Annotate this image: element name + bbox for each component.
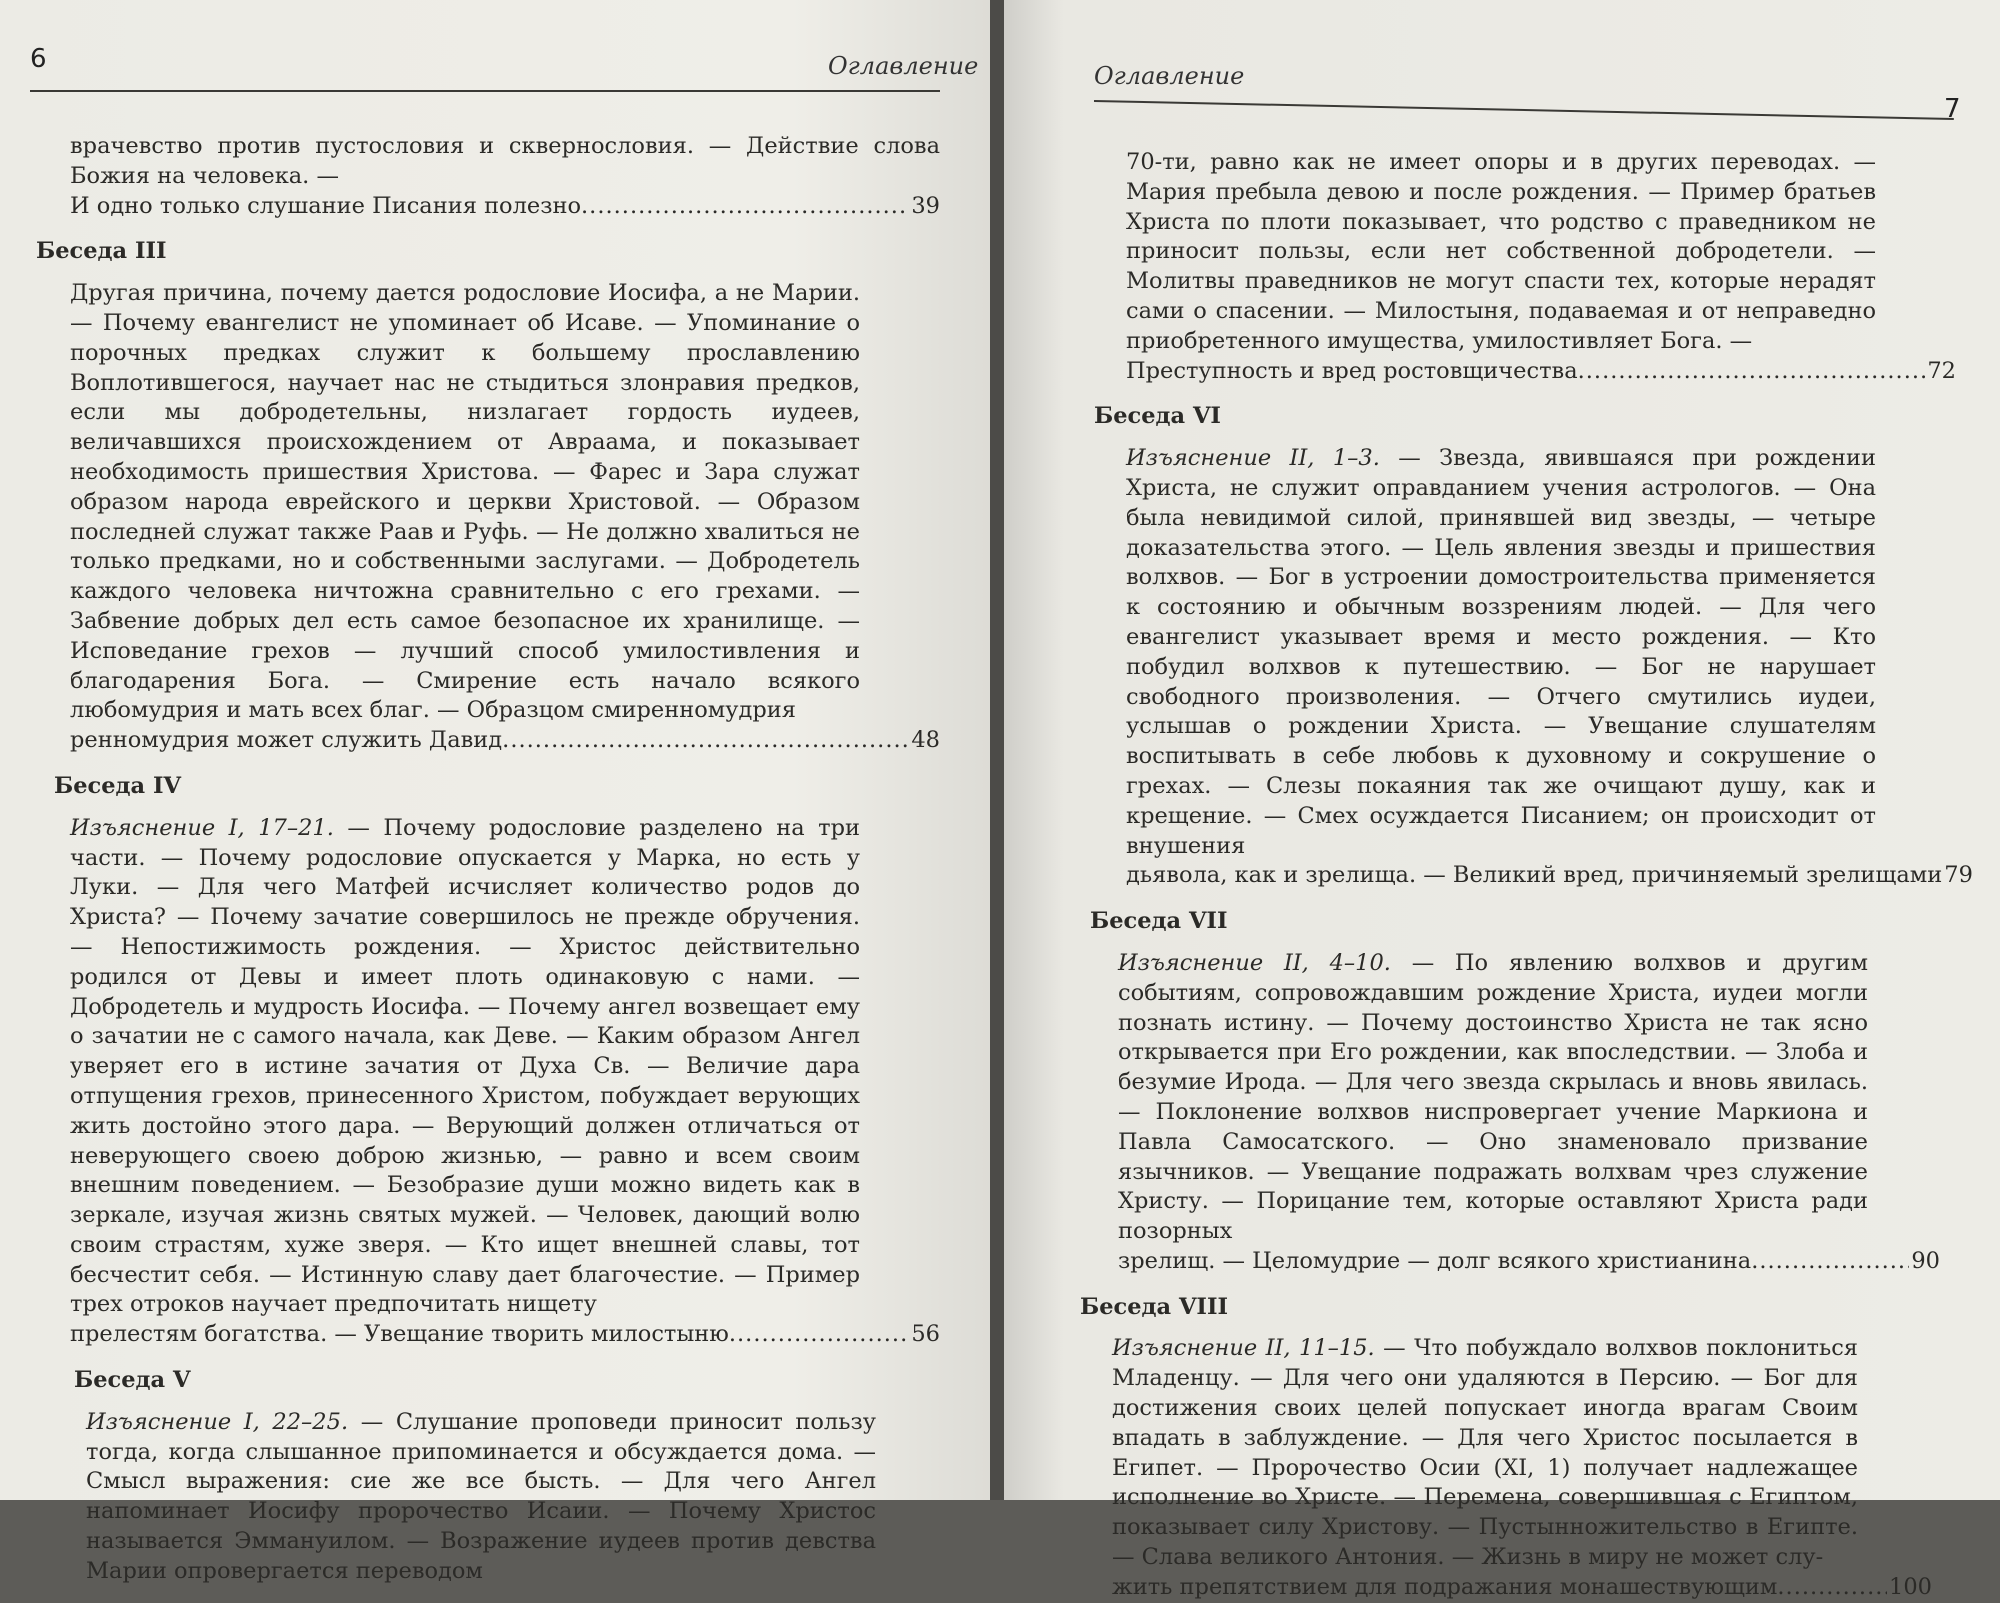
entry-description	[1118, 949, 1868, 1247]
entry-description	[1112, 1334, 1858, 1572]
section-heading: Беседа VIII	[1080, 1293, 1228, 1320]
book-spine	[990, 0, 1004, 1500]
toc-entry-continuation	[70, 132, 940, 221]
entry-last-line: зрелищ. — Целомудрие — долг всякого христианина	[1118, 1247, 1752, 1274]
page-number: 7	[1944, 94, 1961, 124]
toc-column	[1080, 148, 1973, 1603]
entry-leader-line	[70, 726, 940, 756]
verse-reference: Изъяснение II, 11–15.	[1112, 1335, 1375, 1362]
dot-leader	[729, 1320, 909, 1350]
header-rule	[1094, 100, 1954, 120]
verse-reference: Изъяснение I, 17–21.	[70, 814, 334, 841]
dot-leader	[502, 726, 909, 756]
left-page	[0, 0, 990, 1584]
section-heading: Беседа VII	[1090, 908, 1228, 935]
verse-reference: Изъяснение I, 22–25.	[86, 1408, 349, 1435]
entry-text: — Звезда, явившаяся при рождении Христа, не служит оправданием учения астрологов. — Она была невидимой силой, принявшей вид звезды, — четыре доказательства этого. — Цель явления звезды и пришествия волхвов. — Бог в устроении домостроительства применяется к состоянию и обычным воззрениям людей. — Для чего евангелист указывает время и место рождения. — Кто побудил волхвов к путешествию. — Бог не нарушает свободного произволения. — Отчего смутились иудеи, услышав о рождении Христа. — Увещание слушателям воспитывать в себе любовь к духовному и сокрушение о грехах. — Слезы покаяния так же очищают душу, как и крещение. — Смех осуждается Писанием; он происходит от внушения	[1126, 445, 1877, 859]
entry-leader-line	[70, 1320, 940, 1350]
dot-leader	[581, 192, 909, 222]
entry-last-line: жить препятствием для подражания монашествующим	[1112, 1573, 1778, 1600]
page-number: 6	[30, 44, 47, 74]
header-rule	[30, 90, 940, 92]
entry-last-line: Преступность и вред ростовщичества	[1126, 357, 1578, 384]
entry-description	[70, 814, 860, 1321]
page-ref: 39	[911, 192, 940, 219]
entry-leader-line	[1126, 357, 1956, 387]
toc-entry	[86, 1408, 876, 1587]
page-ref: 100	[1889, 1573, 1932, 1600]
entry-leader-line	[1118, 1247, 1940, 1277]
running-title: Оглавление	[1094, 62, 1245, 90]
right-page	[1004, 0, 2000, 1600]
page-ref: 48	[911, 727, 940, 754]
entry-last-line: прелестям богатства. — Увещание творить милостыню	[70, 1321, 729, 1348]
entry-text: — Что побуждало волхвов поклониться Младенцу. — Для чего они удаляются в Персию. — Бог для достижения своих целей попускает иногда врагам Своим впадать в заблуждение. — Для чего Христос посылается в Египет. — Пророчество Осии (XI, 1) получает надлежащее исполнение во Христе. — Перемена, совершившая с Египтом, показывает силу Христову. — Пустынножительство в Египте. — Слава великого Антония. — Жизнь в миру не может слу-	[1112, 1335, 1859, 1571]
toc-entry	[1112, 1334, 1858, 1572]
toc-column	[36, 132, 940, 1587]
page-ref: 79	[1944, 862, 1973, 889]
entry-text: — По явлению волхвов и другим событиям, сопровождавшим рождение Христа, иудеи могли познать истину. — Почему достоинство Христа не так ясно открывается при Его рождении, как впоследствии. — Злоба и безумие Ирода. — Для чего звезда скрылась и вновь явилась. — Поклонение волхвов ниспровергает учение Маркиона и Павла Самосатского. — Оно знаменовало призвание язычников. — Увещание подражать волхвам чрез служение Христу. — Порицание тем, которые оставляют Христа ради позорных	[1118, 949, 1868, 1245]
section-heading: Беседа V	[74, 1367, 191, 1394]
entry-leader-line	[1126, 861, 1973, 891]
page-ref: 56	[911, 1321, 940, 1348]
entry-last-line: ренномудрия может служить Давид	[70, 727, 503, 754]
toc-entry-continuation	[1126, 148, 1876, 357]
toc-entry	[70, 279, 860, 726]
dot-leader	[1777, 1573, 1887, 1603]
entry-description: 70-ти, равно как не имеет опоры и в других переводах. — Мария пребыла девою и после рождения. — Пример братьев Христа по плоти показывает, что родство с праведником не приносит пользы, если нет собственной добродетели. — Молитвы праведников не могут спасти тех, которые нерадят сами о спасении. — Милостыня, подаваемая и от неправедно приобретенного имущества, умилостивляет Бога. —	[1126, 149, 1876, 354]
verse-reference: Изъяснение II, 4–10.	[1118, 949, 1391, 976]
section-heading: Беседа III	[36, 238, 167, 265]
entry-description: Другая причина, почему дается родословие Иосифа, а не Марии. — Почему евангелист не упоминает об Исаве. — Упоминание о порочных предках служит к большему прославлению Воплотившегося, научает нас не стыдиться злонравия предков, если мы добродетельны, низлагает гордость иудеев, величавшихся происхождением от Авраама, и показывает необходимость пришествия Христова. — Фарес и Зара служат образом народа еврейского и церкви Христовой. — Образом последней служат также Раав и Руфь. — Не должно хвалиться не только предками, но и собственными заслугами. — Добродетель каждого человека ничтожна сравнительно с его грехами. — Забвение добрых дел есть самое безопасное их хранилище. — Исповедание грехов — лучший способ умилостивления и благодарения Бога. — Смирение есть начало всякого любомудрия и мать всех благ. — Образцом смиренномудрия	[70, 280, 860, 724]
entry-description	[86, 1408, 876, 1587]
toc-entry	[1126, 444, 1876, 861]
entry-last-line: И одно только слушание Писания полезно	[70, 192, 582, 219]
toc-entry	[70, 814, 860, 1321]
entry-text: — Почему родословие разделено на три части. — Почему родословие опускается у Марка, но есть у Луки. — Для чего Матфей исчисляет количество родов до Христа? — Почему зачатие совершилось не прежде обручения. — Непостижимость рождения. — Христос действительно родился от Девы и имеет плоть одинаковую с нами. — Добродетель и мудрость Иосифа. — Почему ангел возвещает ему о зачатии не с самого начала, как Деве. — Каким образом Ангел уверяет его в истине зачатия от Духа Св. — Величие дара отпущения грехов, принесенного Христом, побуждает верующих жить достойно этого дара. — Верующий должен отличаться от неверующего своею доброю жизнью, — равно и всем своим внешним поведением. — Безобразие души можно видеть как в зеркале, изучая жизнь святых мужей. — Человек, дающий волю своим страстям, хуже зверя. — Кто ищет внешней славы, тот бесчестит себя. — Истинную славу дает благочестие. — Пример трех отроков научает предпочитать нищету	[70, 814, 860, 1318]
entry-leader-line	[1112, 1573, 1932, 1603]
entry-description	[1126, 444, 1876, 861]
section-heading: Беседа VI	[1094, 403, 1221, 430]
verse-reference: Изъяснение II, 1–3.	[1126, 445, 1380, 472]
toc-entry	[1118, 949, 1868, 1247]
page-ref: 90	[1911, 1247, 1940, 1274]
dot-leader	[1751, 1247, 1909, 1277]
entry-leader-line	[70, 192, 940, 222]
dot-leader	[1578, 357, 1926, 387]
running-title: Оглавление	[828, 52, 979, 80]
entry-text: — Слушание проповеди приносит пользу тогда, когда слышанное припоминается и обсуждается дома. — Смысл выражения: сие же все бысть. — Для чего Ангел напоминает Иосифу пророчество Исаии. — Почему Христос называется Эммануилом. — Возражение иудеев против девства Марии опровергается переводом	[86, 1408, 876, 1584]
entry-last-line: дьявола, как и зрелища. — Великий вред, причиняемый зрелищами	[1126, 862, 1943, 889]
entry-description: врачевство против пустословия и сквернословия. — Действие слова Божия на человека. —	[70, 133, 940, 189]
section-heading: Беседа IV	[54, 772, 181, 799]
page-ref: 72	[1927, 357, 1956, 384]
